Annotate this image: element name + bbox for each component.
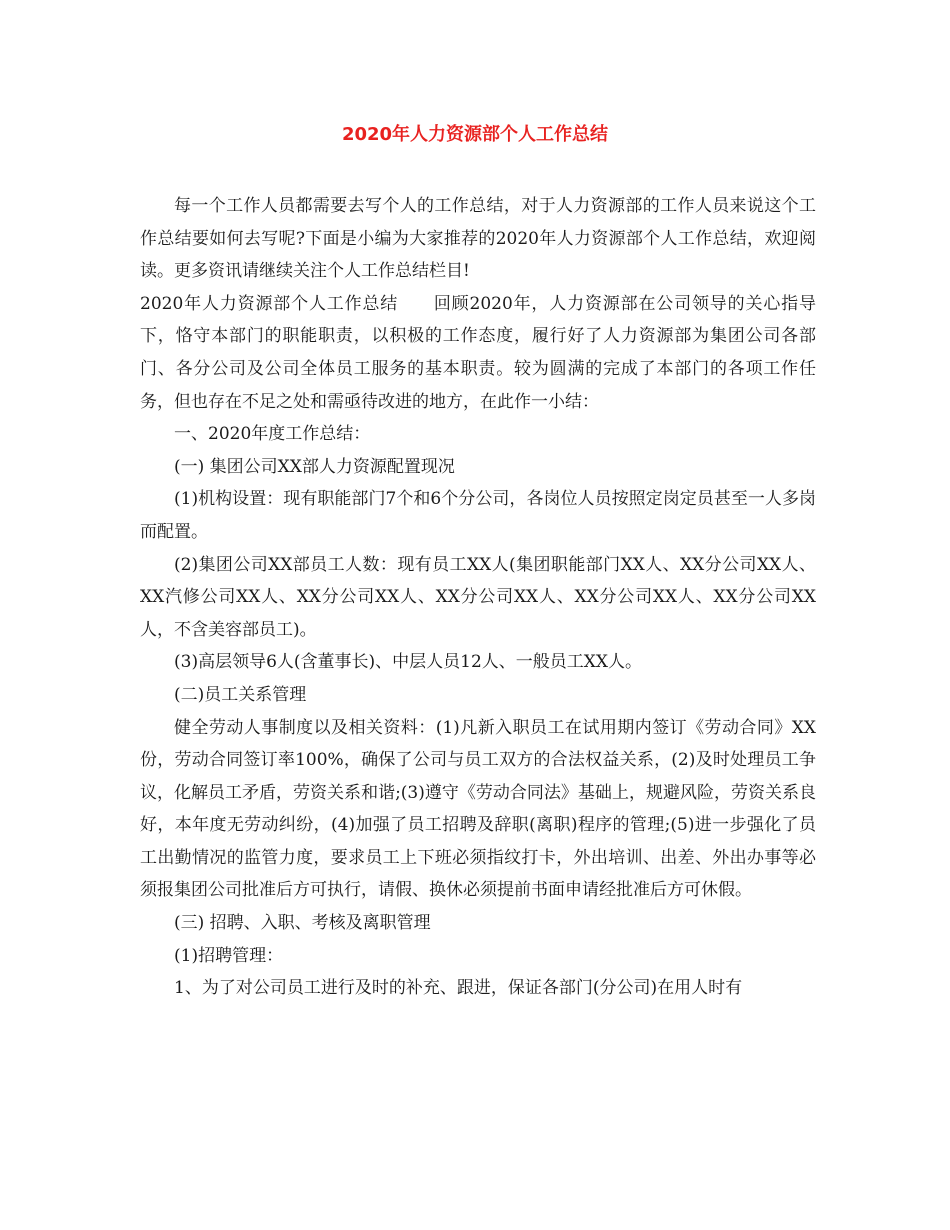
paragraph-review: 2020年人力资源部个人工作总结 回顾2020年，人力资源部在公司领导的关心指导下，恪守本部门的职能职责，以积极的工作态度，履行好了人力资源部为集团公司各部门、各分公司及公司全体员工服务的基本职责。较为圆满的完成了本部门的各项工作任务，但也存在不足之处和需亟待改进的地方，在此作一小结： — [140, 293, 816, 412]
document-body — [140, 190, 816, 1005]
subsection-heading-relations: (二)员工关系管理 — [174, 684, 307, 705]
paragraph-org-setup: (1)机构设置：现有职能部门7个和6个分公司，各岗位人员按照定岗定员甚至一人多岗而配置。 — [140, 489, 816, 542]
section-heading-summary: 一、2020年度工作总结： — [174, 424, 371, 445]
paragraph-recruitment-item-1: 1、为了对公司员工进行及时的补充、跟进，保证各部门(分公司)在用人时有 — [174, 978, 743, 999]
subsection-heading-staffing: (一) 集团公司XX部人力资源配置现况 — [174, 456, 455, 477]
paragraph-labor-system: 健全劳动人事制度以及相关资料：(1)凡新入职员工在试用期内签订《劳动合同》XX份，劳动合同签订率100%，确保了公司与员工双方的合法权益关系，(2)及时处理员工争议，化解员工矛盾，劳资关系和谐;(3)遵守《劳动合同法》基础上，规避风险，劳资关系良好，本年度无劳动纠纷，(4)加强了员工招聘及辞职(离职)程序的管理;(5)进一步强化了员工出勤情况的监管力度，要求员工上下班必须指纹打卡，外出培训、出差、外出办事等必须报集团公司批准后方可执行，请假、换休必须提前书面申请经批准后方可休假。 — [140, 717, 816, 901]
paragraph-recruitment-heading: (1)招聘管理： — [174, 945, 284, 966]
paragraph-levels: (3)高层领导6人(含董事长)、中层人员12人、一般员工XX人。 — [174, 652, 642, 673]
paragraph-headcount: (2)集团公司XX部员工人数：现有员工XX人(集团职能部门XX人、XX分公司XX人、XX汽修公司XX人、XX分公司XX人、XX分公司XX人、XX分公司XX人、XX分公司XX人，不含美容部员工)。 — [140, 554, 816, 640]
subsection-heading-recruitment: (三) 招聘、入职、考核及离职管理 — [174, 913, 431, 934]
document-title: 2020年人力资源部个人工作总结 — [341, 124, 609, 145]
paragraph-intro: 每一个工作人员都需要去写个人的工作总结，对于人力资源部的工作人员来说这个工作总结要如何去写呢?下面是小编为大家推荐的2020年人力资源部个人工作总结，欢迎阅读。更多资讯请继续关注个人工作总结栏目! — [140, 196, 816, 282]
